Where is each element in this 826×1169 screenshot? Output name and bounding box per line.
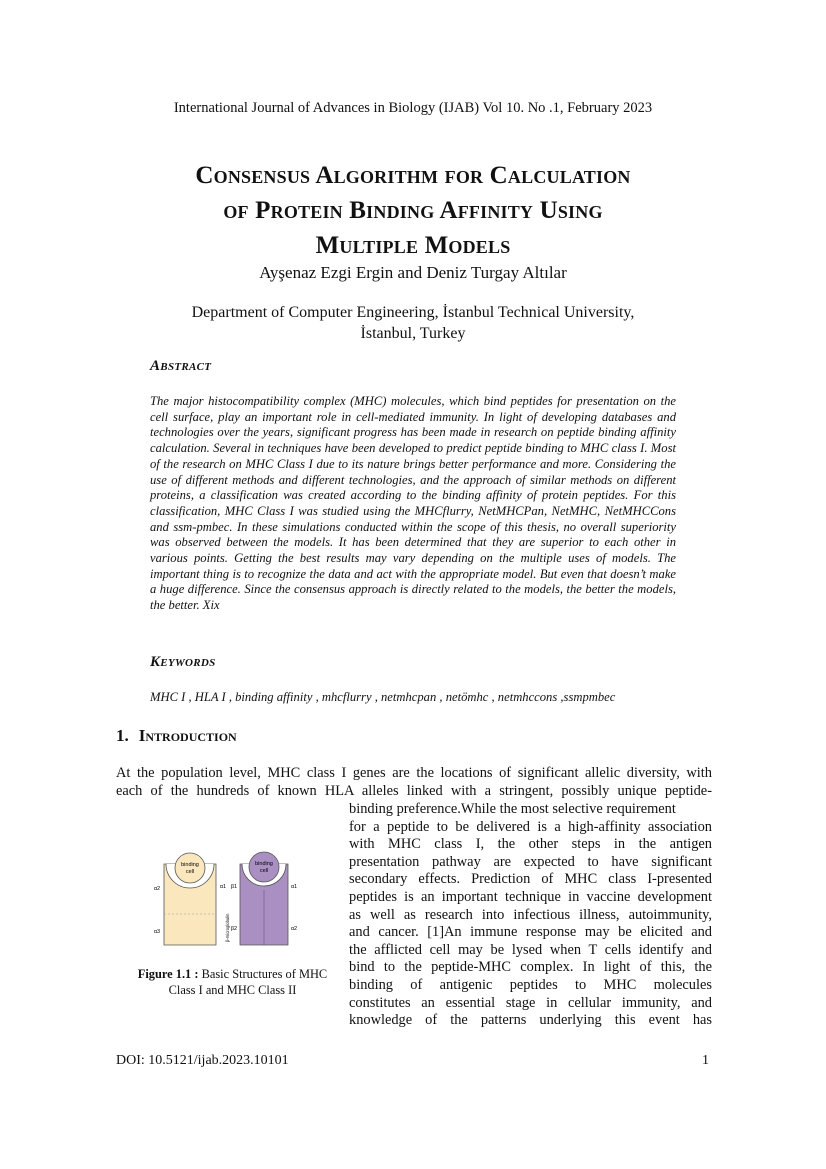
- intro-line: peptides is an important technique in vaccine development: [349, 888, 712, 905]
- figure-caption-text: Basic Structures of MHC Class I and MHC Class II: [168, 967, 328, 997]
- title-line-3: Multiple Models: [315, 232, 511, 259]
- section-title: Introduction: [138, 726, 237, 745]
- intro-line: presentation pathway are expected to have significant: [349, 853, 712, 870]
- affiliation-line-1: Department of Computer Engineering, İstanbul Technical University,: [191, 304, 635, 321]
- intro-line: binding of antigenic peptides to MHC molecules: [349, 976, 712, 993]
- intro-line: secondary effects. Prediction of MHC class I-presented: [349, 871, 712, 888]
- label-a2-left: α2: [153, 886, 161, 892]
- intro-line: and cancer. [1]An immune response may be elicited and: [349, 924, 712, 941]
- abstract-heading: Abstract: [150, 358, 212, 374]
- intro-line: bind to the peptide-MHC complex. In light of this, the: [349, 959, 712, 976]
- title-line-2: of Protein Binding Affinity Using: [223, 197, 603, 224]
- figure-caption-label: Figure 1.1 :: [137, 967, 199, 981]
- affiliation: [150, 302, 676, 344]
- mhc-figure: [150, 850, 310, 955]
- intro-line: At the population level, MHC class I genes are the locations of significant allelic diversity, with: [116, 765, 712, 781]
- page-number: 1: [702, 1053, 709, 1068]
- intro-paragraph-top: [116, 765, 712, 800]
- footer-doi: DOI: 10.5121/ijab.2023.10101: [116, 1053, 289, 1068]
- section-number: 1.: [116, 726, 129, 745]
- binding-cell-right-label-2: cell: [259, 868, 269, 874]
- label-a2-right: α2: [290, 926, 298, 932]
- intro-line: binding preference.While the most selective requirement: [349, 801, 676, 817]
- label-a1-right: α1: [290, 884, 298, 890]
- keywords-heading: Keywords: [150, 654, 216, 670]
- figure-caption: [130, 966, 335, 998]
- intro-line: as well as research into infectious illness, autoimmunity,: [349, 906, 712, 923]
- running-header: International Journal of Advances in Biology (IJAB) Vol 10. No .1, February 2023: [173, 100, 653, 116]
- binding-cell-right-label-1: binding: [255, 861, 273, 867]
- intro-line: the afflicted cell may be lysed when T cells identify and: [349, 941, 712, 958]
- label-a3-left: α3: [153, 929, 161, 935]
- abstract-text: The major histocompatibility complex (MHC) molecules, which bind peptides for presentation on the cell surface, play an important role in cell-mediated immunity. In light of developing databases and technologies over the years, significant progress has been made in research on peptide binding affinity calculation. Several in techniques have been developed to predict peptide binding to MHC class I. Most of the research on MHC Class I due to its nature brings better performance and more. Considering the use of different methods and different technologies, and the approach of similar methods on different proteins, a classification was created according to the binding affinity of protein peptides. For this classification, MHC Class I was studied using the MHCflurry, NetMHCPan, NetMHC, NetMHCCons and ssm-pmbec. In these simulations conducted within the scope of this thesis, no overall superiority was observed between the models. It has been determined that they are superior to each other in various points. Getting the best results may vary depending on the multiple uses of models. The important thing is to recognize the data and act with the appropriate model. But even that doesn’t make a huge difference. Since the consensus approach is directly related to the models, the better the models, the better. Xix: [150, 394, 676, 613]
- affiliation-line-2: İstanbul, Turkey: [360, 325, 466, 342]
- paper-title: [100, 158, 726, 263]
- binding-cell-left-label-1: binding: [181, 862, 199, 868]
- label-b2: β2: [230, 926, 238, 932]
- binding-cell-left: [175, 853, 205, 883]
- intro-line: for a peptide to be delivered is a high-affinity association: [349, 818, 712, 835]
- label-b1: β1: [230, 884, 238, 890]
- intro-paragraph-column: [349, 801, 712, 1030]
- binding-cell-left-label-2: cell: [185, 869, 195, 875]
- keywords-text: MHC I , HLA I , binding affinity , mhcflurry , netmhcpan , netömhc , netmhccons ,ssmpmbec: [150, 690, 616, 704]
- label-b2m: β-microglobulin: [225, 913, 230, 942]
- section-heading: [116, 726, 237, 746]
- intro-line: knowledge of the patterns underlying this event has: [349, 1012, 712, 1029]
- title-line-1: Consensus Algorithm for Calculation: [195, 162, 631, 189]
- intro-line: constitutes an essential stage in cellular immunity, and: [349, 994, 712, 1011]
- label-a1-left: α1: [219, 884, 227, 890]
- authors: Ayşenaz Ezgi Ergin and Deniz Turgay Altılar: [259, 263, 567, 282]
- intro-line: with MHC class I, the other steps in the antigen: [349, 836, 712, 853]
- binding-cell-right: [249, 852, 279, 882]
- intro-line: each of the hundreds of known HLA alleles linked with a stringent, possibly unique peptide-: [116, 782, 712, 799]
